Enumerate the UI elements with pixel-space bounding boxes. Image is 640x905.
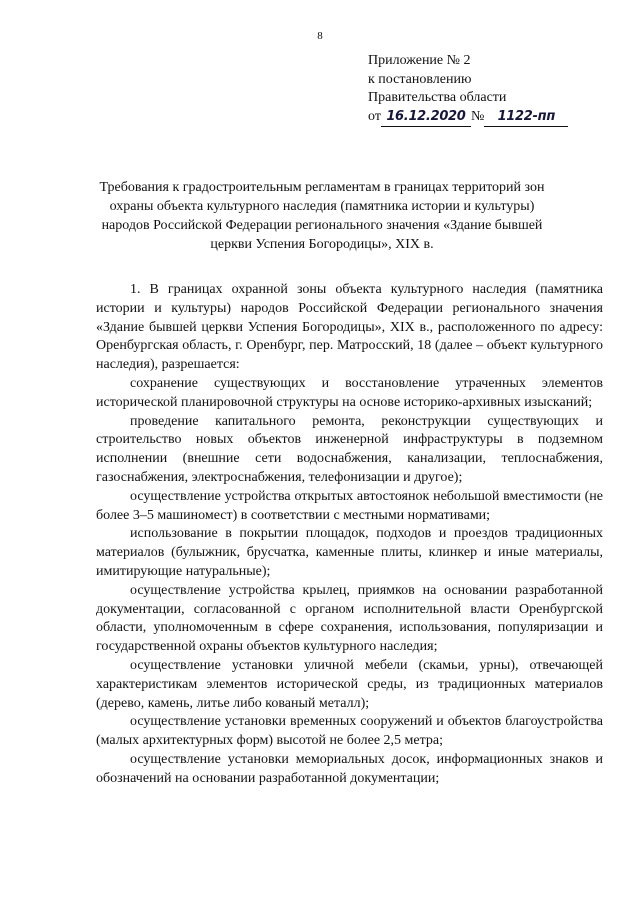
number-sign: №	[470, 108, 485, 124]
title-line: охраны объекта культурного наследия (памятника истории и культуры)	[109, 199, 535, 214]
handwritten-date: 16.12.2020	[381, 108, 471, 128]
paragraph-item: осуществление устройства открытых автостоянок небольшой вместимости (не более 3–5 машиномест) в соответствии с местными нормативами;	[96, 488, 603, 523]
paragraph-item: осуществление устройства крылец, приямков на основании разработанной документации, согласованной с органом исполнительной власти Оренбургской области, уполномоченным в сфере сохранения, использования, популяризации и государственной охраны объектов культурного наследия;	[96, 582, 603, 655]
title-line: церкви Успения Богородицы», XIX в.	[210, 237, 434, 252]
paragraph-item: проведение капитального ремонта, реконструкции существующих и строительство новых объектов инженерной инфраструктуры в подземном исполнении (внешние сети водоснабжения, канализации, теплоснабжения, газоснабжения, электроснабжения, телефонизации и другое);	[96, 413, 603, 485]
attachment-header	[368, 52, 608, 127]
document-body	[96, 281, 603, 789]
date-prefix: от	[368, 108, 381, 124]
paragraph-item: использование в покрытии площадок, подходов и проездов традиционных материалов (булыжник, брусчатка, каменные плиты, клинкер и иные материалы, имитирующие натуральные);	[96, 526, 603, 579]
paragraph-item: осуществление установки временных сооружений и объектов благоустройства (малых архитектурных форм) высотой не более 2,5 метра;	[96, 714, 603, 749]
attachment-title: Приложение № 2	[368, 53, 471, 68]
attachment-date-line	[368, 108, 608, 128]
paragraph-intro: 1. В границах охранной зоны объекта культурного наследия (памятника истории и культуры) народов Российской Федерации регионального значения «Здание бывшей церкви Успения Богородицы», XIX в., расположенного по адресу: Оренбургская область, г. Оренбург, пер. Матросский, 18 (далее – объект культурного наследия), разрешается:	[96, 282, 603, 373]
attachment-authority: Правительства области	[368, 90, 507, 105]
paragraph-item: осуществление установки мемориальных досок, информационных знаков и обозначений на основании разработанной документации;	[96, 751, 603, 786]
title-line: народов Российской Федерации регионального значения «Здание бывшей	[101, 218, 543, 233]
paragraph-item: осуществление установки уличной мебели (скамьи, урны), отвечающей характеристикам элементов исторической среды, из традиционных материалов (дерево, камень, литье либо кованый металл);	[96, 657, 603, 711]
paragraph-item: сохранение существующих и восстановление утраченных элементов исторической планировочной структуры на основе историко-архивных изысканий;	[96, 375, 603, 410]
handwritten-number: 1122-пп	[484, 108, 568, 128]
page-number: 8	[317, 30, 323, 42]
title-line: Требования к градостроительным регламентам в границах территорий зон	[99, 180, 545, 195]
document-title	[96, 178, 548, 254]
attachment-resolution: к постановлению	[368, 71, 472, 87]
